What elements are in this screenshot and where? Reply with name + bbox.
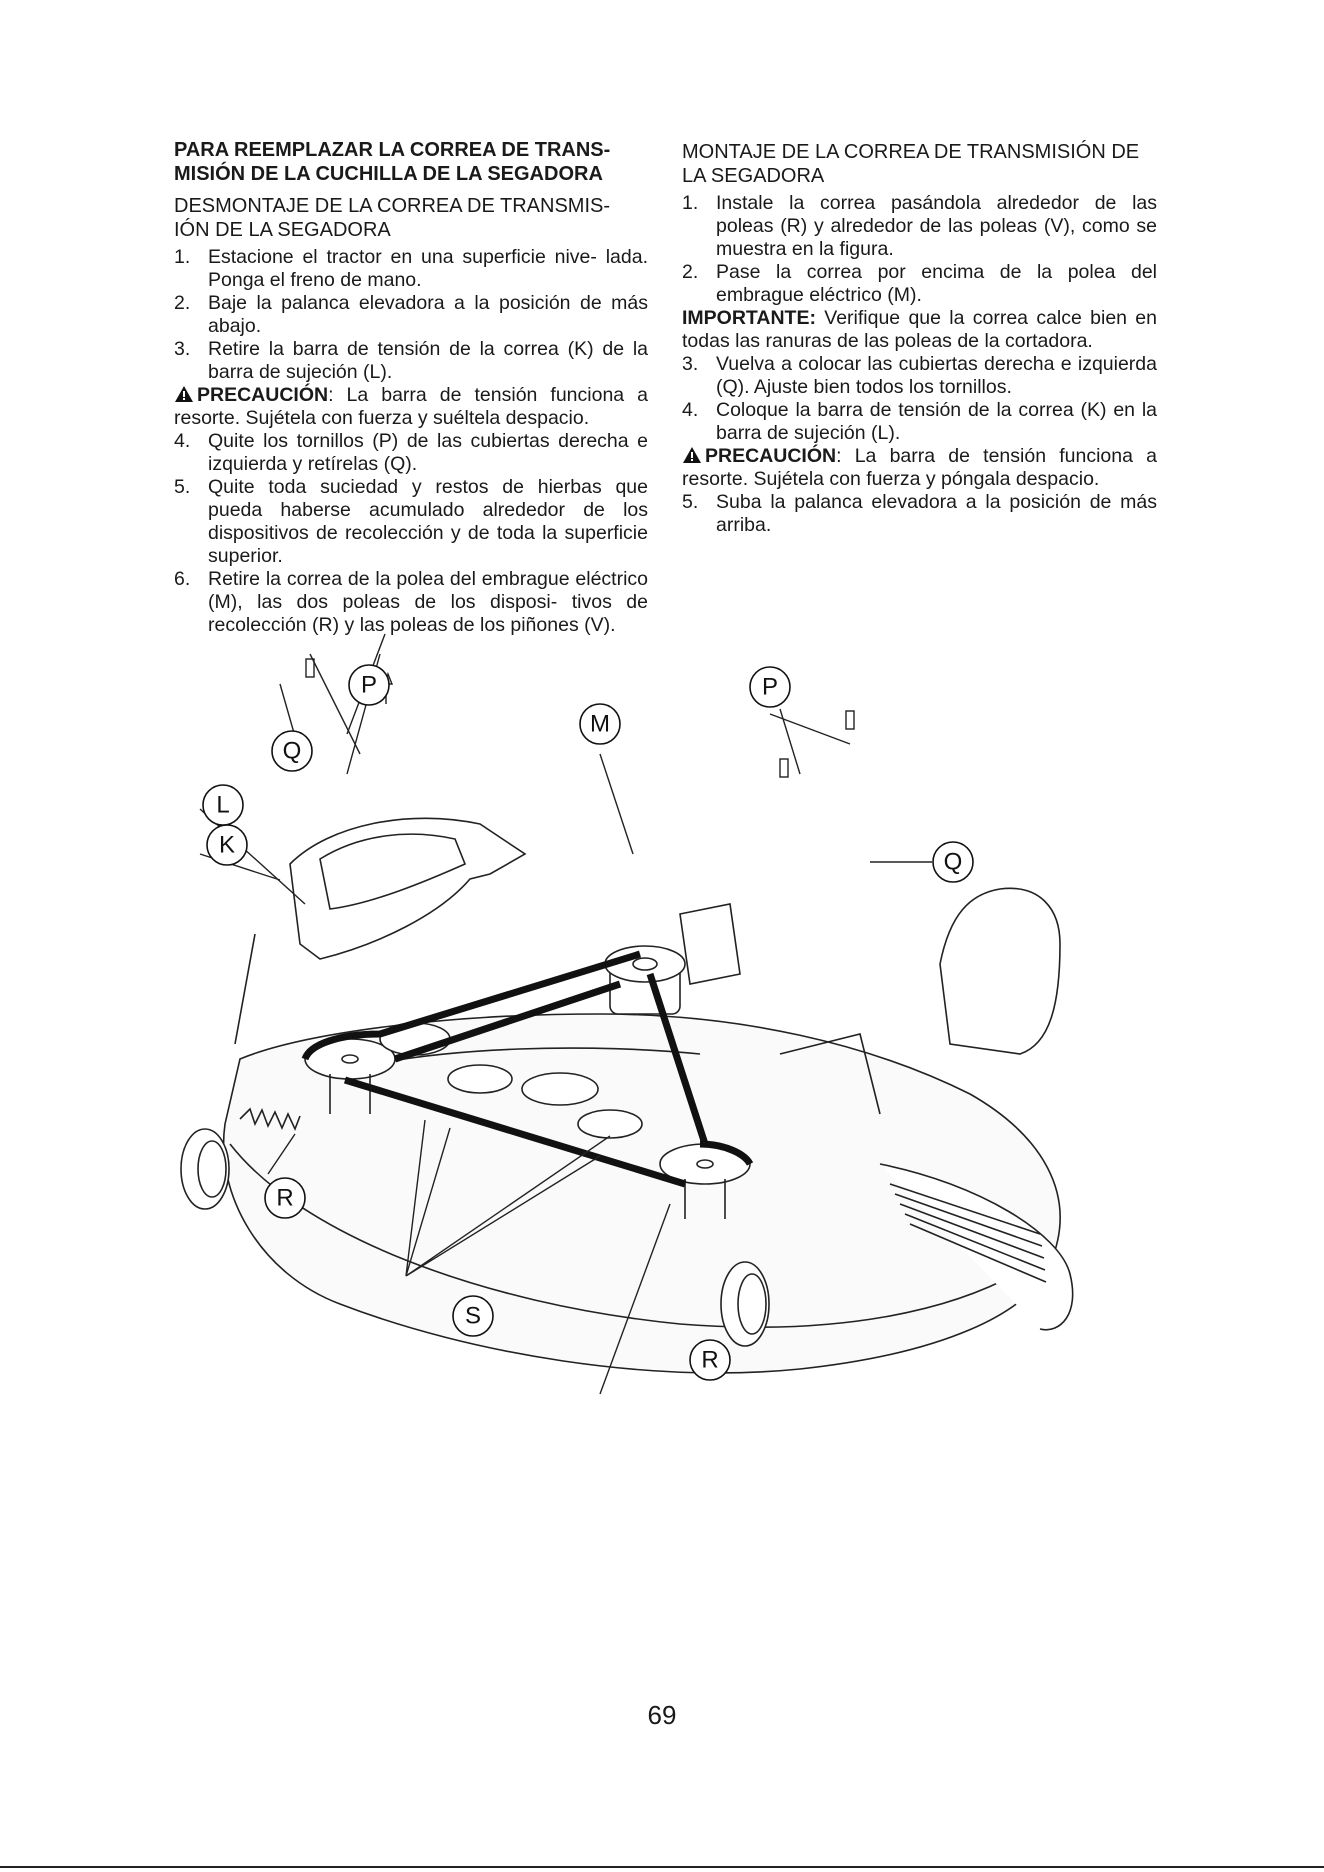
step-text: Quite los tornillos (P) de las cubiertas derecha e izquierda y retírelas (Q).: [208, 430, 648, 475]
callout-m: [580, 704, 620, 744]
step-number: 2.: [682, 261, 699, 283]
callout-r-left: [265, 1178, 305, 1218]
installation-steps-1: [682, 192, 1157, 307]
important-note: [682, 307, 1157, 353]
step-number: 6.: [174, 568, 191, 590]
step-item: [682, 192, 1157, 261]
caution-label: PRECAUCIÓN: [705, 445, 837, 467]
step-text: Quite toda suciedad y restos de hierbas que pueda haberse acumulado alrededor de los dispositivos de recolección y de toda la superficie superior.: [208, 476, 648, 567]
callout-q-left: [272, 731, 312, 771]
right-column: [682, 138, 1157, 537]
step-item: [174, 568, 648, 637]
step-number: 3.: [174, 338, 191, 360]
callout-q-right: [933, 842, 973, 882]
step-item: [174, 476, 648, 568]
removal-subheading: DESMONTAJE DE LA CORREA DE TRANSMIS- IÓN DE LA SEGADORA: [174, 195, 611, 241]
page-number: 69: [647, 1700, 677, 1730]
removal-steps-1: [174, 246, 648, 384]
step-item: [682, 399, 1157, 445]
step-text: Suba la palanca elevadora a la posición de más arriba.: [716, 491, 1157, 536]
callout-p-right: [750, 667, 790, 707]
callout-label: K: [218, 831, 236, 859]
important-label: IMPORTANTE:: [682, 307, 816, 329]
bottom-rule: [0, 1866, 1324, 1868]
callout-label: Q: [943, 848, 963, 876]
callout-s: [453, 1296, 493, 1336]
step-text: Pase la correa por encima de la polea del embrague eléctrico (M).: [716, 261, 1157, 306]
step-text: Coloque la barra de tensión de la correa (K) en la barra de sujeción (L).: [716, 399, 1157, 444]
installation-steps-3: [682, 491, 1157, 537]
callout-k: [207, 825, 247, 865]
step-number: 5.: [174, 476, 191, 498]
step-number: 4.: [174, 430, 191, 452]
step-item: [174, 338, 648, 384]
callout-label: P: [761, 673, 779, 701]
right-front-wheel: [721, 1262, 769, 1346]
left-front-wheel: [181, 1129, 229, 1209]
installation-steps-2: [682, 353, 1157, 445]
step-number: 1.: [682, 192, 699, 214]
step-number: 5.: [682, 491, 699, 513]
step-item: [682, 261, 1157, 307]
step-text: Instale la correa pasándola alrededor de las poleas (R) y alrededor de las poleas (V), como se muestra en la figura.: [716, 192, 1157, 260]
step-number: 3.: [682, 353, 699, 375]
step-text: Retire la correa de la polea del embrague eléctrico (M), las dos poleas de los disposi- tivos de recolección (R) y las poleas de los piñones (V).: [208, 568, 648, 636]
callout-label: R: [276, 1184, 294, 1212]
callout-p-left: [349, 665, 389, 705]
step-text: Retire la barra de tensión de la correa (K) de la barra de sujeción (L).: [208, 338, 648, 383]
step-item: [682, 353, 1157, 399]
mower-deck-belt-diagram: [180, 671, 1140, 1404]
caution-text: : La barra de tensión funciona a resorte. Sujétela con fuerza y póngala despacio.: [682, 445, 1157, 490]
section-heading: PARA REEMPLAZAR LA CORREA DE TRANS- MISIÓN DE LA CUCHILLA DE LA SEGADORA: [174, 139, 611, 185]
step-text: Baje la palanca elevadora a la posición de más abajo.: [208, 292, 648, 337]
caution-note: [682, 445, 1157, 491]
caution-text: : La barra de tensión funciona a resorte. Sujétela con fuerza y suéltela despacio.: [174, 384, 648, 429]
step-item: [682, 491, 1157, 537]
callout-label: M: [590, 710, 610, 738]
callout-r-right: [690, 1340, 730, 1380]
left-cover: [290, 818, 525, 959]
step-text: Estacione el tractor en una superficie nive- lada. Ponga el freno de mano.: [208, 246, 648, 291]
callout-label: P: [360, 671, 378, 699]
right-cover: [940, 888, 1060, 1054]
step-item: [174, 246, 648, 292]
installation-heading: MONTAJE DE LA CORREA DE TRANSMISIÓN DE LA SEGADORA: [682, 141, 1140, 187]
step-item: [174, 292, 648, 338]
caution-label: PRECAUCIÓN: [197, 384, 329, 406]
caution-note: [174, 384, 648, 430]
callout-label: R: [701, 1346, 719, 1374]
callout-l: [203, 785, 243, 825]
step-number: 4.: [682, 399, 699, 421]
left-column: [174, 138, 648, 637]
step-number: 2.: [174, 292, 191, 314]
step-number: 1.: [174, 246, 191, 268]
step-item: [174, 430, 648, 476]
important-text: Verifique que la correa calce bien en todas las ranuras de las poleas de la cortadora.: [682, 307, 1157, 352]
callout-label: L: [216, 791, 230, 819]
callout-label: Q: [282, 737, 302, 765]
warning-triangle-icon: [682, 446, 702, 464]
step-text: Vuelva a colocar las cubiertas derecha e izquierda (Q). Ajuste bien todos los tornillos.: [716, 353, 1157, 398]
callout-label: S: [464, 1302, 482, 1330]
removal-steps-2: [174, 430, 648, 637]
warning-triangle-icon: [174, 385, 194, 403]
